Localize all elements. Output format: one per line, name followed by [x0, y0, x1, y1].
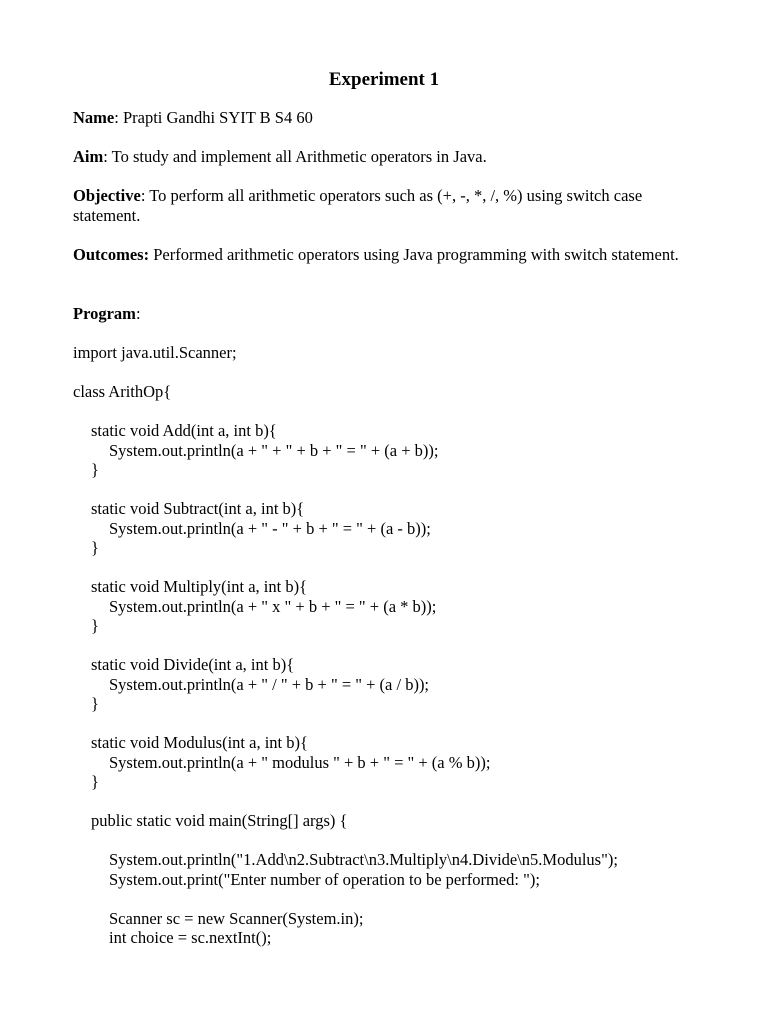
code-line: System.out.println(a + " / " + b + " = " + (a / b)); [109, 674, 430, 694]
code-line: static void Add(int a, int b){ [91, 421, 277, 440]
code-line: } [91, 616, 99, 635]
code-line: public static void main(String[] args) { [91, 811, 348, 830]
code-line [73, 636, 733, 656]
code-line: class ArithOp{ [73, 382, 172, 401]
name-value: : Prapti Gandhi SYIT B S4 60 [114, 108, 313, 127]
code-line: System.out.println(a + " x " + b + " = " + (a * b)); [109, 596, 437, 616]
document-title: Experiment 1 [328, 69, 440, 90]
outcomes-paragraph [73, 245, 693, 265]
code-line [73, 831, 733, 851]
program-colon: : [135, 304, 141, 323]
objective-value: : To perform all arithmetic operators such as (+, -, *, /, %) using switch case statement. [73, 186, 643, 225]
program-label: Program [73, 304, 136, 323]
name-line [73, 108, 693, 128]
code-line [73, 402, 733, 422]
code-line [73, 558, 733, 578]
code-line: System.out.println("1.Add\n2.Subtract\n3.Multiply\n4.Divide\n5.Modulus"); [109, 850, 618, 869]
code-line [73, 714, 733, 734]
outcomes-label: Outcomes: [73, 245, 150, 264]
code-line: System.out.println(a + " - " + b + " = " + (a - b)); [109, 518, 431, 538]
aim-label: Aim [73, 147, 104, 166]
code-line: } [91, 460, 99, 479]
code-line [73, 889, 733, 909]
code-line: } [91, 772, 99, 791]
code-line: } [91, 538, 99, 557]
code-line [73, 363, 733, 383]
code-line: Scanner sc = new Scanner(System.in); [109, 908, 364, 928]
code-line: System.out.print("Enter number of operation to be performed: "); [109, 869, 540, 889]
aim-value: : To study and implement all Arithmetic operators in Java. [103, 147, 487, 166]
code-line: System.out.println(a + " + " + b + " = " + (a + b)); [109, 440, 439, 460]
code-line: import java.util.Scanner; [73, 343, 237, 362]
aim-line [73, 147, 693, 167]
code-line: int choice = sc.nextInt(); [109, 928, 272, 947]
code-line: static void Divide(int a, int b){ [91, 655, 295, 674]
objective-label: Objective [73, 186, 141, 205]
code-line: } [91, 694, 99, 713]
code-line [73, 792, 733, 812]
code-line: static void Subtract(int a, int b){ [91, 499, 305, 518]
code-line: static void Multiply(int a, int b){ [91, 577, 307, 596]
code-line: static void Modulus(int a, int b){ [91, 733, 308, 752]
outcomes-value: Performed arithmetic operators using Java programming with switch statement. [149, 245, 679, 264]
program-heading [73, 304, 693, 324]
name-label: Name [73, 108, 115, 127]
objective-paragraph [73, 186, 693, 225]
code-line: System.out.println(a + " modulus " + b + " = " + (a % b)); [109, 752, 491, 772]
code-listing [73, 343, 733, 948]
code-line [73, 480, 733, 500]
